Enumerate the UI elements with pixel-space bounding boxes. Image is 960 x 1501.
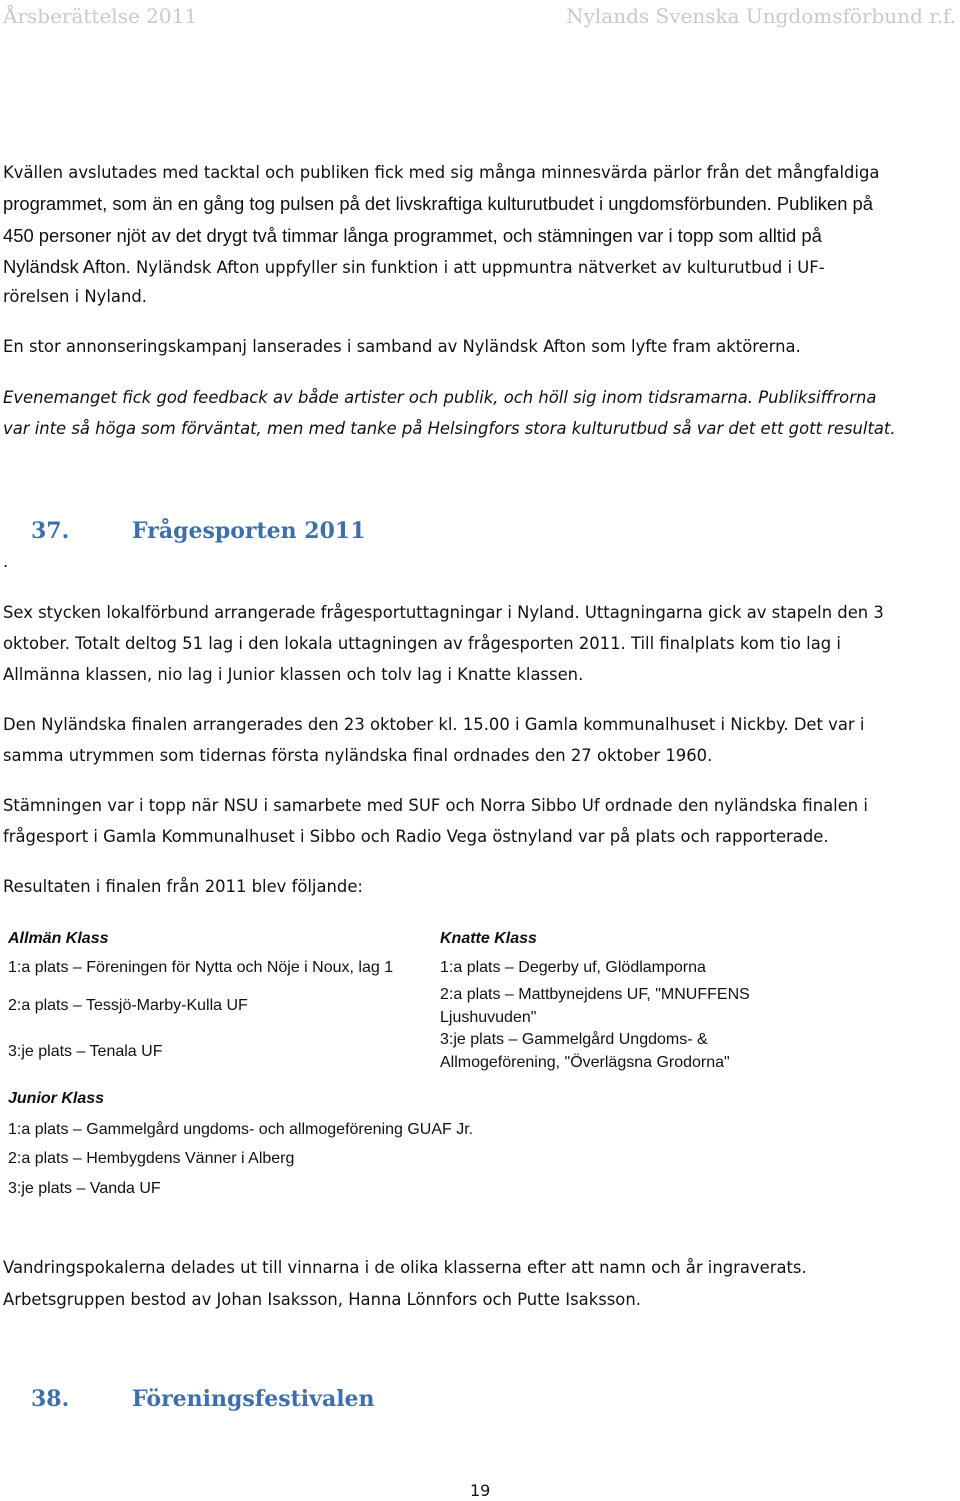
intro-line-4-tail: Nyländsk Afton uppfyller sin funktion i att uppmuntra nätverket av kulturutbud i UF- <box>136 258 825 277</box>
allman-row-1: 1:a plats – Föreningen för Nytta och Nöje i Noux, lag 1 <box>8 959 394 976</box>
quiz-para-1-line-3: Allmänna klassen, nio lag i Junior klassen och tolv lag i Knatte klassen. <box>3 665 584 684</box>
junior-row-1: 1:a plats – Gammelgård ungdoms- och allmogeförening GUAF Jr. <box>8 1121 474 1138</box>
quiz-para-3-line-2: frågesport i Gamla Kommunalhuset i Sibbo och Radio Vega östnyland var på plats och rapporterade. <box>3 827 829 846</box>
section-37-number: 37. <box>31 518 70 544</box>
allman-row-3: 3:je plats – Tenala UF <box>8 1043 163 1060</box>
junior-row-3: 3:je plats – Vanda UF <box>8 1180 161 1197</box>
header-organization: Nylands Svenska Ungdomsförbund r.f. <box>566 4 956 28</box>
feedback-line-1: Evenemanget fick god feedback av både artister och publik, och höll sig inom tidsramarna. Publiksiffrorna <box>3 388 877 407</box>
quiz-para-2-line-2: samma utrymmen som tidernas första nyländska final ordnades den 27 oktober 1960. <box>3 746 713 765</box>
knatte-row-2-line-1: 2:a plats – Mattbynejdens UF, "MNUFFENS <box>440 986 750 1003</box>
quiz-para-3-line-1: Stämningen var i topp när NSU i samarbete med SUF och Norra Sibbo Uf ordnade den nyländska finalen i <box>3 796 868 815</box>
quiz-para-1-line-2: oktober. Totalt deltog 51 lag i den lokala uttagningen av frågesporten 2011. Till finalplats kom tio lag i <box>3 634 841 653</box>
intro-line-4 <box>3 256 825 278</box>
knatte-row-3-line-2: Allmogeförening, "Överlägsna Grodorna" <box>440 1054 730 1071</box>
junior-heading: Junior Klass <box>8 1090 105 1107</box>
header-report-title: Årsberättelse 2011 <box>3 4 198 28</box>
section-38-number: 38. <box>31 1386 70 1412</box>
section-37-title: Frågesporten 2011 <box>132 518 366 544</box>
section-38-title: Föreningsfestivalen <box>132 1386 375 1412</box>
campaign-paragraph: En stor annonseringskampanj lanserades i samband av Nyländsk Afton som lyfte fram aktörerna. <box>3 337 801 356</box>
knatte-row-3-line-1: 3:je plats – Gammelgård Ungdoms- & <box>440 1031 708 1048</box>
intro-line-2: programmet, som än en gång tog pulsen på det livskraftiga kulturutbudet i ungdomsförbunden. Publiken på <box>3 193 874 214</box>
intro-line-1: Kvällen avslutades med tacktal och publiken fick med sig många minnesvärda pärlor från det mångfaldiga <box>3 163 880 182</box>
intro-line-5: rörelsen i Nyland. <box>3 287 147 306</box>
knatte-row-2-line-2: Ljushuvuden" <box>440 1009 537 1026</box>
results-intro: Resultaten i finalen från 2011 blev följande: <box>3 877 363 896</box>
quiz-para-1-line-1: Sex stycken lokalförbund arrangerade frågesportuttagningar i Nyland. Uttagningarna gick av stapeln den 3 <box>3 603 884 622</box>
allman-heading: Allmän Klass <box>8 930 109 947</box>
allman-row-2: 2:a plats – Tessjö-Marby-Kulla UF <box>8 997 248 1014</box>
closing-line-2: Arbetsgruppen bestod av Johan Isaksson, Hanna Lönnfors och Putte Isaksson. <box>3 1290 641 1309</box>
intro-line-4-head: Nyländsk Afton. <box>3 256 131 277</box>
knatte-heading: Knatte Klass <box>440 930 537 947</box>
quiz-para-2-line-1: Den Nyländska finalen arrangerades den 23 oktober kl. 15.00 i Gamla kommunalhuset i Nickby. Det var i <box>3 715 865 734</box>
junior-row-2: 2:a plats – Hembygdens Vänner i Alberg <box>8 1150 295 1167</box>
feedback-line-2: var inte så höga som förväntat, men med tanke på Helsingfors stora kulturutbud så var det ett gott resultat. <box>3 419 896 438</box>
knatte-row-1: 1:a plats – Degerby uf, Glödlamporna <box>440 959 706 976</box>
closing-line-1: Vandringspokalerna delades ut till vinnarna i de olika klasserna efter att namn och år ingraverats. <box>3 1258 807 1277</box>
page-number: 19 <box>470 1481 491 1500</box>
section-37-dot: . <box>3 552 9 571</box>
intro-line-3: 450 personer njöt av det drygt två timmar långa programmet, och stämningen var i topp som alltid på <box>3 225 822 246</box>
